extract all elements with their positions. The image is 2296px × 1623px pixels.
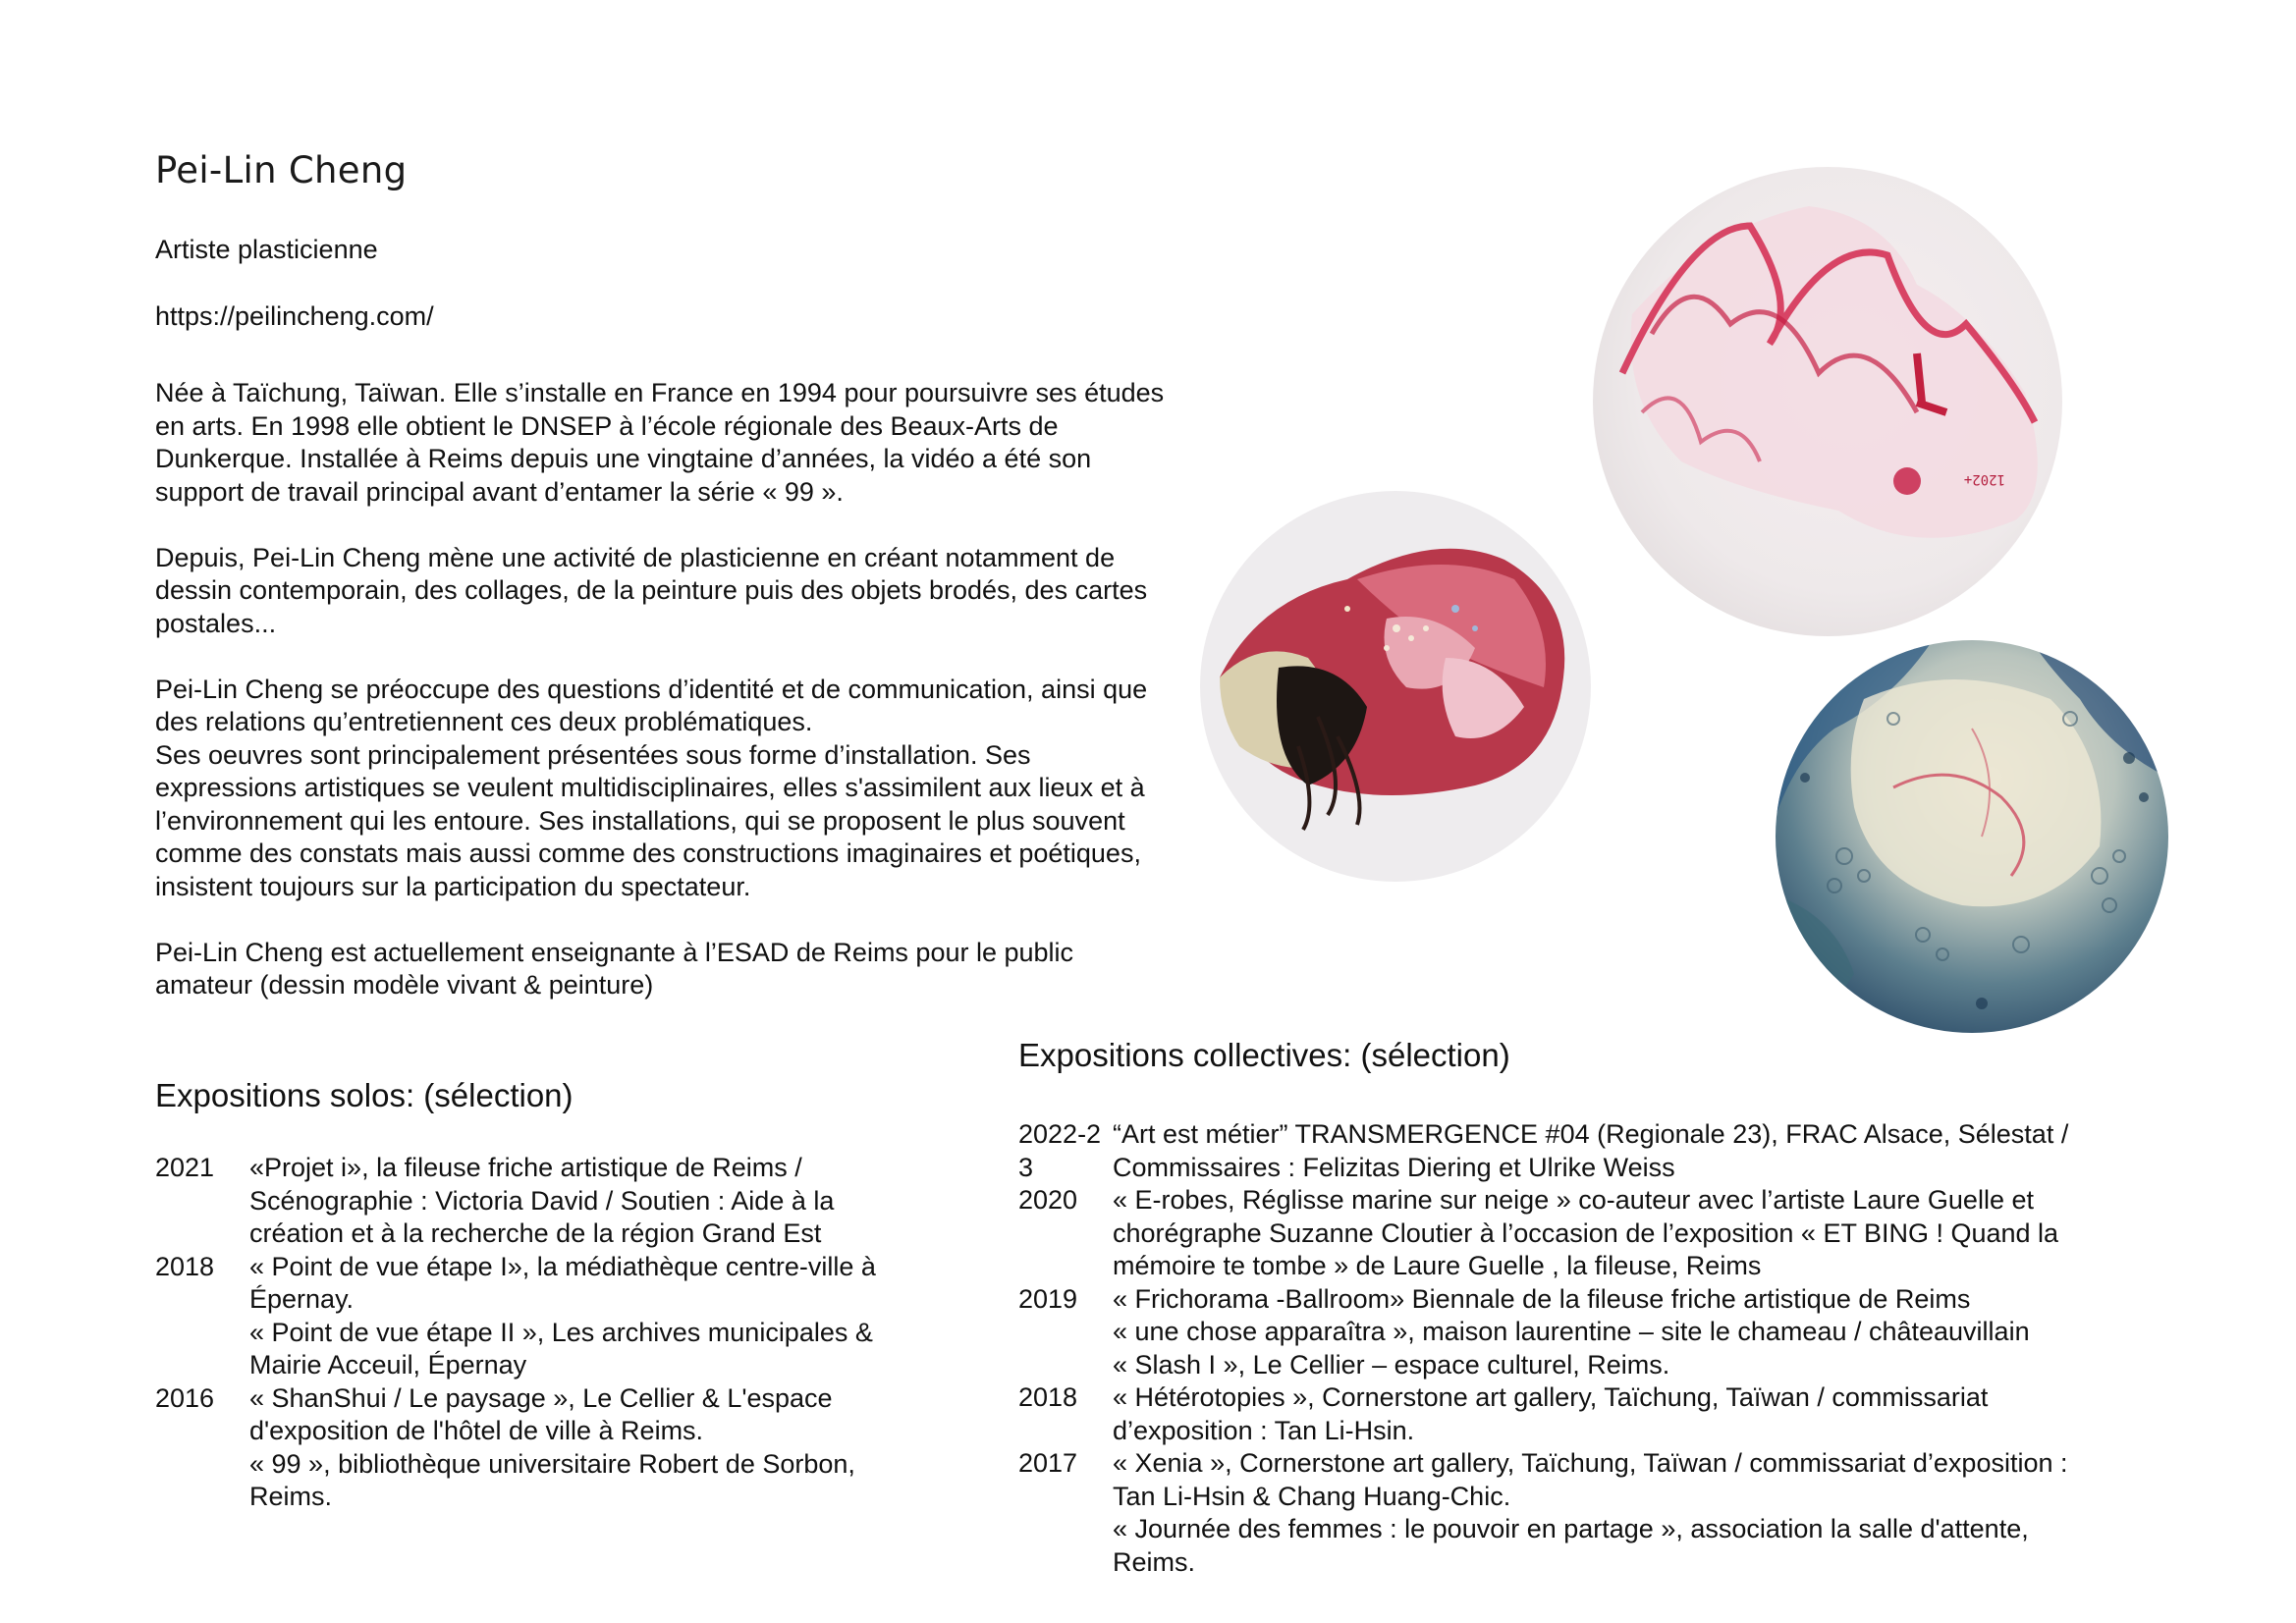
exhibition-entry: « Journée des femmes : le pouvoir en partage », association la salle d'attente, Reims.	[1113, 1514, 2029, 1577]
exhibition-year: 2022-23	[1018, 1119, 1102, 1182]
exhibition-entry: « ShanShui / Le paysage », Le Cellier & L'espace d'exposition de l'hôtel de ville à Reims.	[249, 1382, 833, 1445]
exhibition-year: 2021	[155, 1153, 215, 1182]
exhibition-entry: « Slash I », Le Cellier – espace culturel, Reims.	[1113, 1349, 1670, 1380]
collective-exhibitions-list	[1018, 1118, 2089, 1579]
exhibition-entry: “Art est métier” TRANSMERGENCE #04 (Regionale 23), FRAC Alsace, Sélestat / Commissaires : Felizitas Diering et Ulrike Weiss	[1113, 1119, 2069, 1182]
exhibition-year-row	[155, 1251, 931, 1382]
exhibition-year: 2017	[1018, 1448, 1078, 1478]
exhibition-entries	[1113, 1283, 2089, 1382]
exhibition-entries	[1113, 1447, 2089, 1579]
bio-paragraph: Depuis, Pei-Lin Cheng mène une activité de plasticienne en créant notamment de dessin contemporain, des collages, de la peinture puis des objets brodés, des cartes postales...	[155, 542, 1148, 638]
exhibition-entries	[249, 1382, 931, 1514]
exhibition-entry: « Point de vue étape II », Les archives municipales & Mairie Acceuil, Épernay	[249, 1317, 873, 1380]
exhibition-entry: « E-robes, Réglisse marine sur neige » co-auteur avec l’artiste Laure Guelle et chorégraphe Suzanne Cloutier à l’occasion de l’exposition « ET BING ! Quand la mémoire te tombe » de Laure Guelle , la fileuse, Reims	[1113, 1185, 2059, 1280]
artwork-red-embroidery-image	[1200, 491, 1591, 882]
exhibition-year-row	[1018, 1184, 2089, 1283]
exhibition-entry: « Point de vue étape I», la médiathèque centre-ville à Épernay.	[249, 1251, 876, 1314]
bio-paragraph: Ses oeuvres sont principalement présentées sous forme d’installation. Ses expressions artistiques se veulent multidisciplinaires, elles s'assimilent aux lieux et à l’environnement qui les entoure. Ses installations, qui se proposent le plus souvent comme des constats mais aussi comme des constructions imaginaires et poétiques, insistent toujours sur la participation du spectateur.	[155, 739, 1145, 901]
exhibition-year: 2018	[1018, 1382, 1078, 1412]
artist-name: Pei-Lin Cheng	[155, 149, 408, 191]
exhibition-entry: « Xenia », Cornerstone art gallery, Taïchung, Taïwan / commissariat d’exposition : Tan Li-Hsin & Chang Huang-Chic.	[1113, 1448, 2068, 1511]
exhibition-year-row	[1018, 1118, 2089, 1184]
exhibition-entries	[1113, 1184, 2089, 1283]
exhibition-entry: «Projet i», la fileuse friche artistique de Reims / Scénographie : Victoria David / Soutien : Aide à la création et à la recherche de la région Grand Est	[249, 1153, 835, 1248]
exhibition-entry: « 99 », bibliothèque universitaire Robert de Sorbon, Reims.	[249, 1448, 855, 1511]
solo-exhibitions-list	[155, 1152, 931, 1514]
exhibition-year-row	[1018, 1283, 2089, 1382]
exhibition-year-row	[155, 1382, 931, 1514]
exhibition-year: 2018	[155, 1251, 215, 1281]
exhibition-year-row	[1018, 1447, 2089, 1579]
exhibition-year: 2019	[1018, 1283, 1078, 1314]
exhibition-year-row	[1018, 1381, 2089, 1447]
artwork-blue-map-image	[1776, 640, 2168, 1033]
artist-website-link[interactable]: https://peilincheng.com/	[155, 301, 434, 331]
bio-paragraph: Pei-Lin Cheng se préoccupe des questions d’identité et de communication, ainsi que des relations qu’entretiennent ces deux problématiques.	[155, 674, 1148, 736]
artist-role: Artiste plasticienne	[155, 235, 378, 264]
biography	[155, 377, 1176, 1035]
exhibition-entry: « Frichorama -Ballroom» Biennale de la fileuse friche artistique de Reims	[1113, 1283, 1971, 1314]
exhibition-year-row	[155, 1152, 931, 1251]
exhibition-entries	[249, 1251, 931, 1382]
exhibition-entries	[249, 1152, 931, 1251]
bio-paragraph: Née à Taïchung, Taïwan. Elle s’installe en France en 1994 pour poursuivre ses études en arts. En 1998 elle obtient le DNSEP à l’école régionale des Beaux-Arts de Dunkerque. Installée à Reims depuis une vingtaine d’années, la vidéo a été son support de travail principal avant d’entamer la série « 99 ».	[155, 378, 1165, 507]
artwork-pink-paper-image	[1593, 167, 2062, 636]
bio-paragraph: Pei-Lin Cheng est actuellement enseignante à l’ESAD de Reims pour le public amateur (dessin modèle vivant & peinture)	[155, 937, 1074, 1000]
exhibition-entry: « Hétérotopies », Cornerstone art gallery, Taïchung, Taïwan / commissariat d’exposition : Tan Li-Hsin.	[1113, 1382, 1989, 1445]
solo-exhibitions-title: Expositions solos: (sélection)	[155, 1077, 574, 1113]
exhibition-entry: « une chose apparaîtra », maison laurentine – site le chameau / châteauvillain	[1113, 1317, 2030, 1346]
svg-text:1202+: 1202+	[1963, 471, 2005, 487]
collective-exhibitions-title: Expositions collectives: (sélection)	[1018, 1037, 1510, 1073]
exhibition-entries	[1113, 1381, 2089, 1447]
exhibition-entries	[1113, 1118, 2089, 1184]
exhibition-year: 2020	[1018, 1185, 1078, 1215]
exhibition-year: 2016	[155, 1382, 215, 1413]
